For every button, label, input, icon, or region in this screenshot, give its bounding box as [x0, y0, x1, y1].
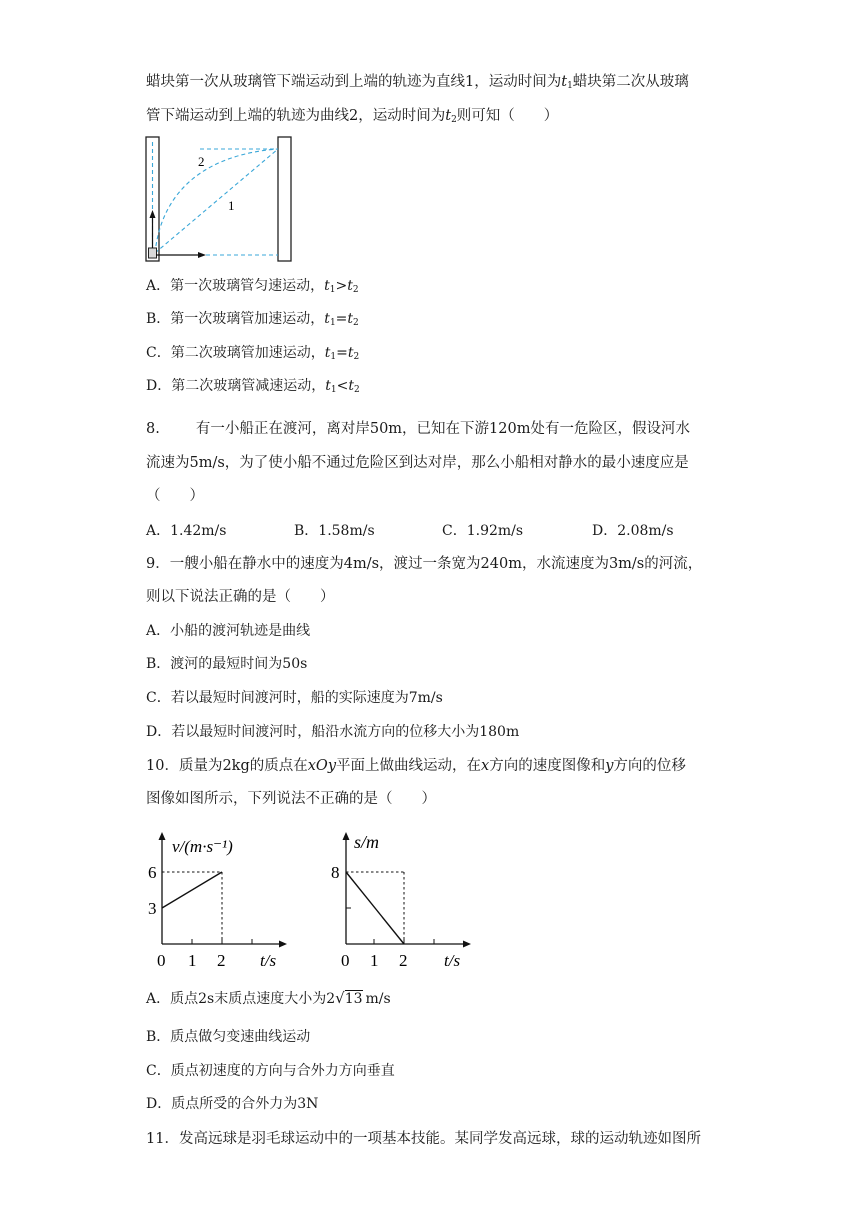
y-axis-arrow-icon [343, 832, 350, 840]
q10-stem-line2: 图像如图所示，下列说法不正确的是（ ） [146, 791, 436, 807]
velocity-line [162, 872, 222, 908]
q8-stem-line2: 流速为5m/s，为了使小船不通过危险区到达对岸，那么小船相对静水的最小速度应是 [146, 455, 689, 471]
right-tube [278, 137, 291, 261]
q8-option-c[interactable]: C．1.92m/s [442, 523, 524, 539]
q7-option-c[interactable]: C．第二次玻璃管加速运动，$t_1=t_2$ [146, 345, 360, 362]
s-xlabel: t/s [444, 951, 461, 970]
q8-options-row [146, 520, 706, 540]
right-arrow-icon [198, 252, 206, 258]
v-xtick-2: 2 [217, 951, 226, 970]
q9-option-a[interactable]: A．小船的渡河轨迹是曲线 [146, 623, 311, 639]
s-xtick-1: 1 [370, 951, 379, 970]
t1-symbol: t [561, 74, 568, 90]
q8-stem-line3: （ ） [146, 488, 204, 504]
up-arrow-icon [150, 210, 156, 218]
q8-option-a[interactable]: A．1.42m/s [146, 523, 227, 539]
sqrt-icon: √ [335, 989, 345, 1007]
sqrt-expression: 2√13 [326, 989, 363, 1007]
q8-option-b[interactable]: B．1.58m/s [294, 523, 375, 539]
v-ytick-3: 3 [148, 899, 157, 918]
q7-option-a[interactable]: A．第一次玻璃管匀速运动，$t_1>t_2$ [146, 278, 359, 295]
q10-option-c[interactable]: C．质点初速度的方向与合外力方向垂直 [146, 1063, 395, 1079]
q10-velocity-graph [140, 826, 300, 976]
x-axis-arrow-icon [279, 941, 287, 948]
q10-stem-line1: 10．质量为2kg的质点在xOy平面上做曲线运动，在x方向的速度图像和y方向的位移 [146, 758, 686, 774]
v-xtick-1: 1 [188, 951, 197, 970]
q8-stem-line1: 8. 有一小船正在渡河，离对岸50m，已知在下游120m处有一危险区，假设河水 [146, 421, 690, 437]
q10-option-a[interactable]: A．质点2s末质点速度大小为2√13 m/s [146, 989, 391, 1007]
wax-block [149, 248, 157, 258]
s-axis-label: s/m [354, 832, 380, 852]
q7-stem-line2: 管下端运动到上端的轨迹为曲线2，运动时间为$t_2$则可知（ ） [146, 108, 559, 125]
label-curve-2: 2 [198, 154, 205, 169]
q8-option-d[interactable]: D．2.08m/s [592, 523, 674, 539]
q9-option-d[interactable]: D．若以最短时间渡河时，船沿水流方向的位移大小为180m [146, 724, 520, 740]
s-ytick-8: 8 [331, 863, 340, 882]
displacement-line [346, 872, 404, 944]
q7-glass-tube-figure [140, 132, 300, 268]
q7-stem-line1: 蜡块第一次从玻璃管下端运动到上端的轨迹为直线1，运动时间为$t_1$蜡块第二次从玻璃 [146, 74, 689, 91]
q7-option-d[interactable]: D．第二次玻璃管减速运动，$t_1<t_2$ [146, 378, 360, 395]
q9-stem-line2: 则以下说法正确的是（ ） [146, 589, 335, 605]
s-xtick-0: 0 [341, 951, 350, 970]
v-axis-label: v/(m·s⁻¹) [172, 837, 233, 856]
trajectory-line-1 [155, 149, 278, 253]
x-axis-arrow-icon [463, 941, 471, 948]
q10-displacement-graph [326, 826, 486, 976]
q9-option-c[interactable]: C．若以最短时间渡河时，船的实际速度为7m/s [146, 690, 443, 706]
q9-option-b[interactable]: B．渡河的最短时间为50s [146, 656, 308, 672]
v-xlabel: t/s [260, 951, 277, 970]
q10-option-d[interactable]: D．质点所受的合外力为3N [146, 1096, 319, 1112]
q7-option-b[interactable]: B．第一次玻璃管加速运动，$t_1=t_2$ [146, 311, 359, 328]
y-axis-arrow-icon [159, 832, 166, 840]
q10-option-b[interactable]: B．质点做匀变速曲线运动 [146, 1029, 311, 1045]
label-line-1: 1 [228, 198, 235, 213]
q9-stem-line1: 9．一艘小船在静水中的速度为4m/s，渡过一条宽为240m，水流速度为3m/s的河流， [146, 556, 703, 572]
v-ytick-6: 6 [148, 863, 157, 882]
v-xtick-0: 0 [157, 951, 166, 970]
q11-stem-line1: 11．发高远球是羽毛球运动中的一项基本技能。某同学发高远球，球的运动轨迹如图所 [146, 1131, 701, 1147]
t2-symbol: t [445, 108, 452, 124]
s-xtick-2: 2 [399, 951, 408, 970]
q8-number: 8. [146, 421, 160, 437]
